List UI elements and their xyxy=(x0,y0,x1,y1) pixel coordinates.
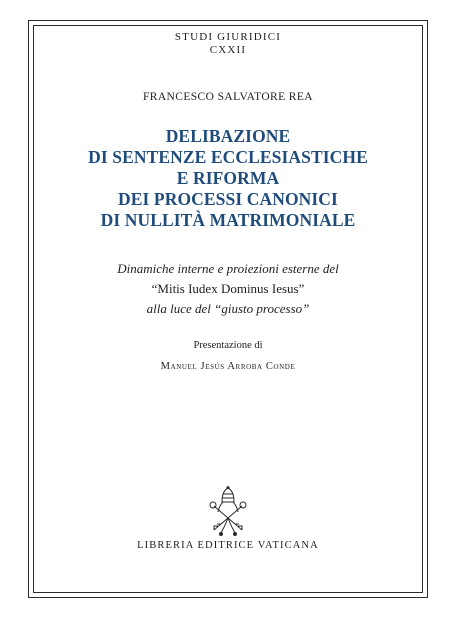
subtitle-line-3 xyxy=(33,299,423,319)
title-line: DI SENTENZE ECCLESIASTICHE xyxy=(88,147,368,167)
presentation-label: Presentazione di xyxy=(193,340,263,351)
subtitle-line-3-prefix: alla luce del xyxy=(146,301,215,316)
title-line: DELIBAZIONE xyxy=(165,126,291,146)
book-title xyxy=(33,126,423,231)
series-number: CXXII xyxy=(209,44,247,56)
subtitle-line-3-quote: “giusto processo” xyxy=(214,301,310,316)
title-line: DI NULLITÀ MATRIMONIALE xyxy=(100,210,356,230)
title-line: E RIFORMA xyxy=(176,168,280,188)
author-name: FRANCESCO SALVATORE REA xyxy=(142,91,314,103)
title-line: DEI PROCESSI CANONICI xyxy=(118,189,338,209)
papal-keys-emblem-icon xyxy=(205,486,251,538)
presentation-author: Manuel Jesús Arroba Conde xyxy=(160,361,296,372)
series-block xyxy=(33,31,423,57)
publisher-name: LIBRERIA EDITRICE VATICANA xyxy=(137,540,319,551)
subtitle-line-2: “Mitis Iudex Dominus Iesus” xyxy=(151,281,305,296)
subtitle-line-1: Dinamiche interne e proiezioni esterne del xyxy=(117,261,339,276)
series-name: STUDI GIURIDICI xyxy=(174,31,282,43)
book-subtitle xyxy=(33,259,423,319)
